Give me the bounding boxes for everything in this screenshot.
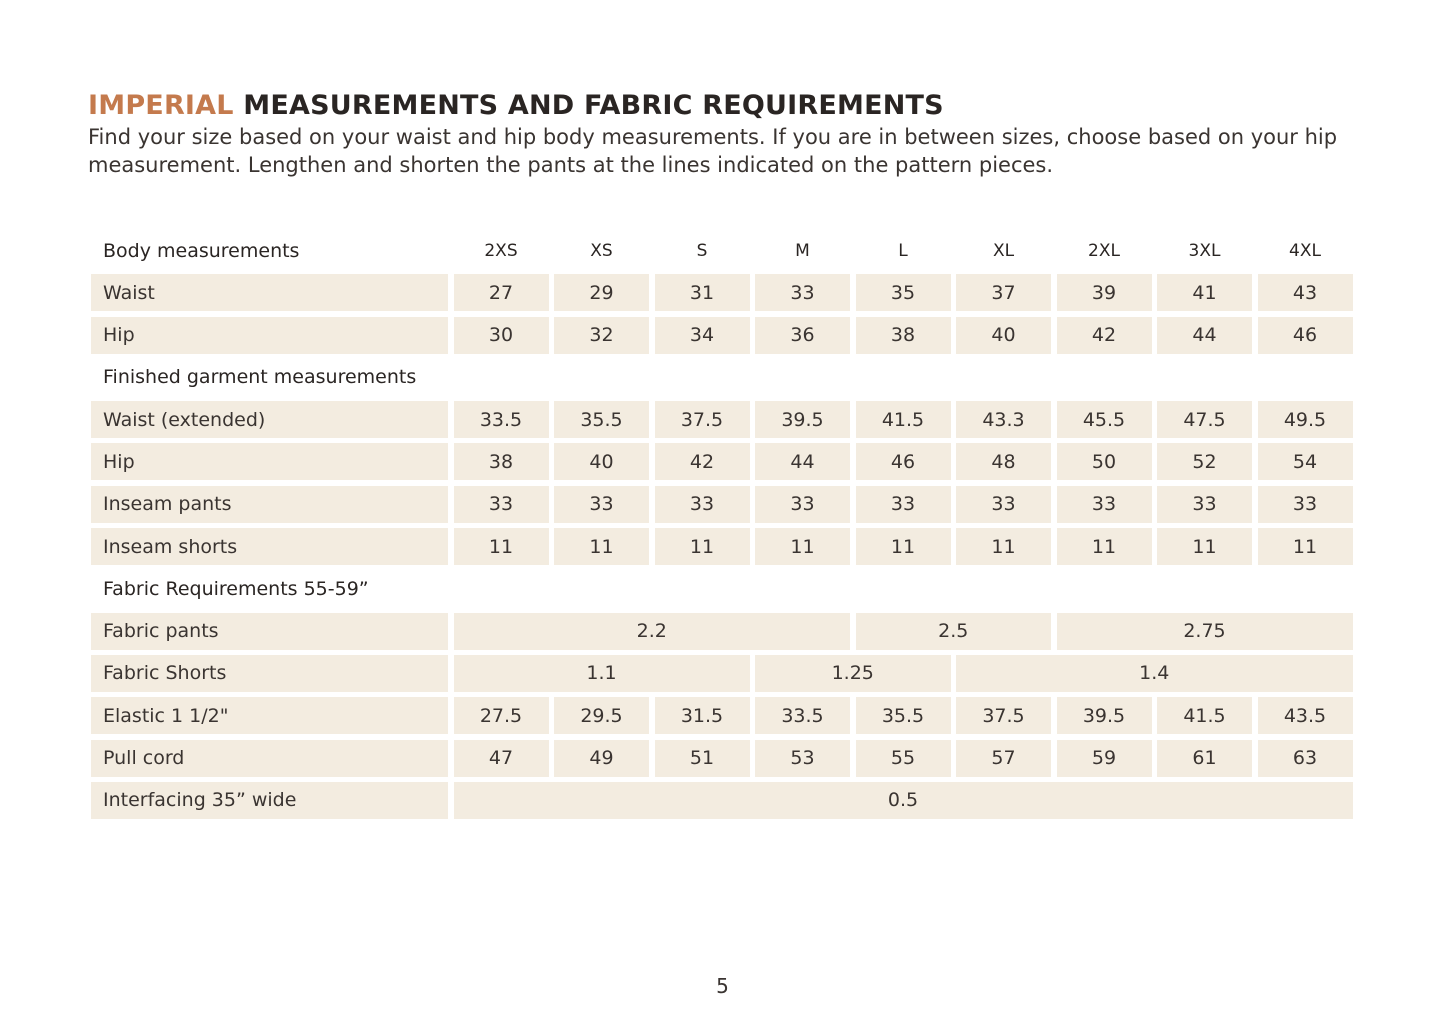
table-cell: 27.5	[454, 697, 549, 734]
table-cell: 2.75	[1057, 613, 1353, 650]
title-accent-word: IMPERIAL	[88, 90, 234, 121]
table-cell: 33	[1258, 486, 1353, 523]
table-cell: 36	[755, 317, 850, 354]
table-cell: 33	[755, 274, 850, 311]
size-header: S	[696, 240, 708, 261]
table-cell: 41	[1157, 274, 1252, 311]
table-cell: 11	[1157, 528, 1252, 565]
size-header: 4XL	[1289, 240, 1321, 261]
table-cell: 37	[956, 274, 1051, 311]
size-header: XS	[590, 240, 613, 261]
table-cell: 33	[655, 486, 750, 523]
table-cell: 40	[956, 317, 1051, 354]
table-cell: 51	[655, 740, 750, 777]
table-cell: 11	[755, 528, 850, 565]
table-cell: 35.5	[554, 401, 649, 438]
row-label: Waist	[91, 274, 448, 311]
table-cell: 47.5	[1157, 401, 1252, 438]
table-cell: 54	[1258, 443, 1353, 480]
table-cell: 1.4	[956, 655, 1353, 692]
table-cell: 37.5	[655, 401, 750, 438]
size-header: 2XL	[1088, 240, 1120, 261]
size-header: M	[795, 240, 810, 261]
table-cell: 40	[554, 443, 649, 480]
title-rest: MEASUREMENTS AND FABRIC REQUIREMENTS	[233, 90, 944, 121]
table-cell: 41.5	[856, 401, 951, 438]
row-label: Fabric Shorts	[91, 655, 448, 692]
table-cell: 35	[856, 274, 951, 311]
table-cell: 44	[755, 443, 850, 480]
row-label: Hip	[91, 443, 448, 480]
table-cell: 48	[956, 443, 1051, 480]
page-title	[88, 90, 944, 121]
table-cell: 27	[454, 274, 549, 311]
table-cell: 11	[554, 528, 649, 565]
table-cell: 0.5	[454, 782, 1353, 819]
table-cell: 31	[655, 274, 750, 311]
table-cell: 46	[1258, 317, 1353, 354]
table-cell: 45.5	[1057, 401, 1152, 438]
table-cell: 47	[454, 740, 549, 777]
table-cell: 29	[554, 274, 649, 311]
table-cell: 38	[856, 317, 951, 354]
size-header: XL	[992, 240, 1015, 261]
table-cell: 50	[1057, 443, 1152, 480]
size-header: 2XS	[484, 240, 518, 261]
table-cell: 43	[1258, 274, 1353, 311]
table-cell: 2.5	[856, 613, 1052, 650]
table-cell: 33.5	[755, 697, 850, 734]
table-cell: 41.5	[1157, 697, 1252, 734]
table-cell: 55	[856, 740, 951, 777]
table-cell: 35.5	[856, 697, 951, 734]
table-cell: 46	[856, 443, 951, 480]
table-cell: 37.5	[956, 697, 1051, 734]
table-cell: 33	[454, 486, 549, 523]
table-cell: 33	[956, 486, 1051, 523]
table-cell: 49	[554, 740, 649, 777]
table-cell: 33	[554, 486, 649, 523]
table-cell: 33	[856, 486, 951, 523]
table-cell: 34	[655, 317, 750, 354]
table-cell: 44	[1157, 317, 1252, 354]
size-header: 3XL	[1188, 240, 1221, 261]
section-title: Body measurements	[103, 239, 300, 262]
row-label: Waist (extended)	[91, 401, 448, 438]
table-cell: 11	[1258, 528, 1353, 565]
table-cell: 43.3	[956, 401, 1051, 438]
intro-paragraph: Find your size based on your waist and hip body measurements. If you are in between sizes, choose based on your hip measurement. Lengthen and shorten the pants at the lines indicated on the pattern pieces.	[88, 125, 1338, 177]
table-cell: 1.1	[454, 655, 750, 692]
row-label: Inseam shorts	[91, 528, 448, 565]
table-cell: 33	[1157, 486, 1252, 523]
table-cell: 31.5	[655, 697, 750, 734]
table-cell: 33.5	[454, 401, 549, 438]
table-cell: 49.5	[1258, 401, 1353, 438]
table-cell: 39.5	[1057, 697, 1152, 734]
table-cell: 11	[956, 528, 1051, 565]
row-label: Interfacing 35” wide	[91, 782, 448, 819]
page-number: 5	[716, 974, 729, 998]
table-cell: 39	[1057, 274, 1152, 311]
table-cell: 2.2	[454, 613, 851, 650]
row-label: Pull cord	[91, 740, 448, 777]
section-title: Finished garment measurements	[103, 366, 417, 389]
table-cell: 52	[1157, 443, 1252, 480]
table-cell: 59	[1057, 740, 1152, 777]
table-cell: 11	[454, 528, 549, 565]
table-cell: 38	[454, 443, 549, 480]
row-label: Inseam pants	[91, 486, 448, 523]
size-header: L	[898, 240, 908, 261]
table-cell: 42	[655, 443, 750, 480]
table-cell: 32	[554, 317, 649, 354]
table-cell: 43.5	[1258, 697, 1353, 734]
table-cell: 57	[956, 740, 1051, 777]
table-cell: 53	[755, 740, 850, 777]
table-cell: 29.5	[554, 697, 649, 734]
table-cell: 11	[1057, 528, 1152, 565]
table-cell: 1.25	[755, 655, 951, 692]
table-cell: 33	[755, 486, 850, 523]
table-cell: 11	[856, 528, 951, 565]
table-cell: 61	[1157, 740, 1252, 777]
table-cell: 63	[1258, 740, 1353, 777]
table-cell: 42	[1057, 317, 1152, 354]
row-label: Fabric pants	[91, 613, 448, 650]
row-label: Hip	[91, 317, 448, 354]
table-cell: 33	[1057, 486, 1152, 523]
table-cell: 11	[655, 528, 750, 565]
row-label: Elastic 1 1/2"	[91, 697, 448, 734]
table-cell: 30	[454, 317, 549, 354]
size-chart-table	[91, 232, 1353, 819]
section-title: Fabric Requirements 55-59”	[103, 577, 369, 600]
table-cell: 39.5	[755, 401, 850, 438]
